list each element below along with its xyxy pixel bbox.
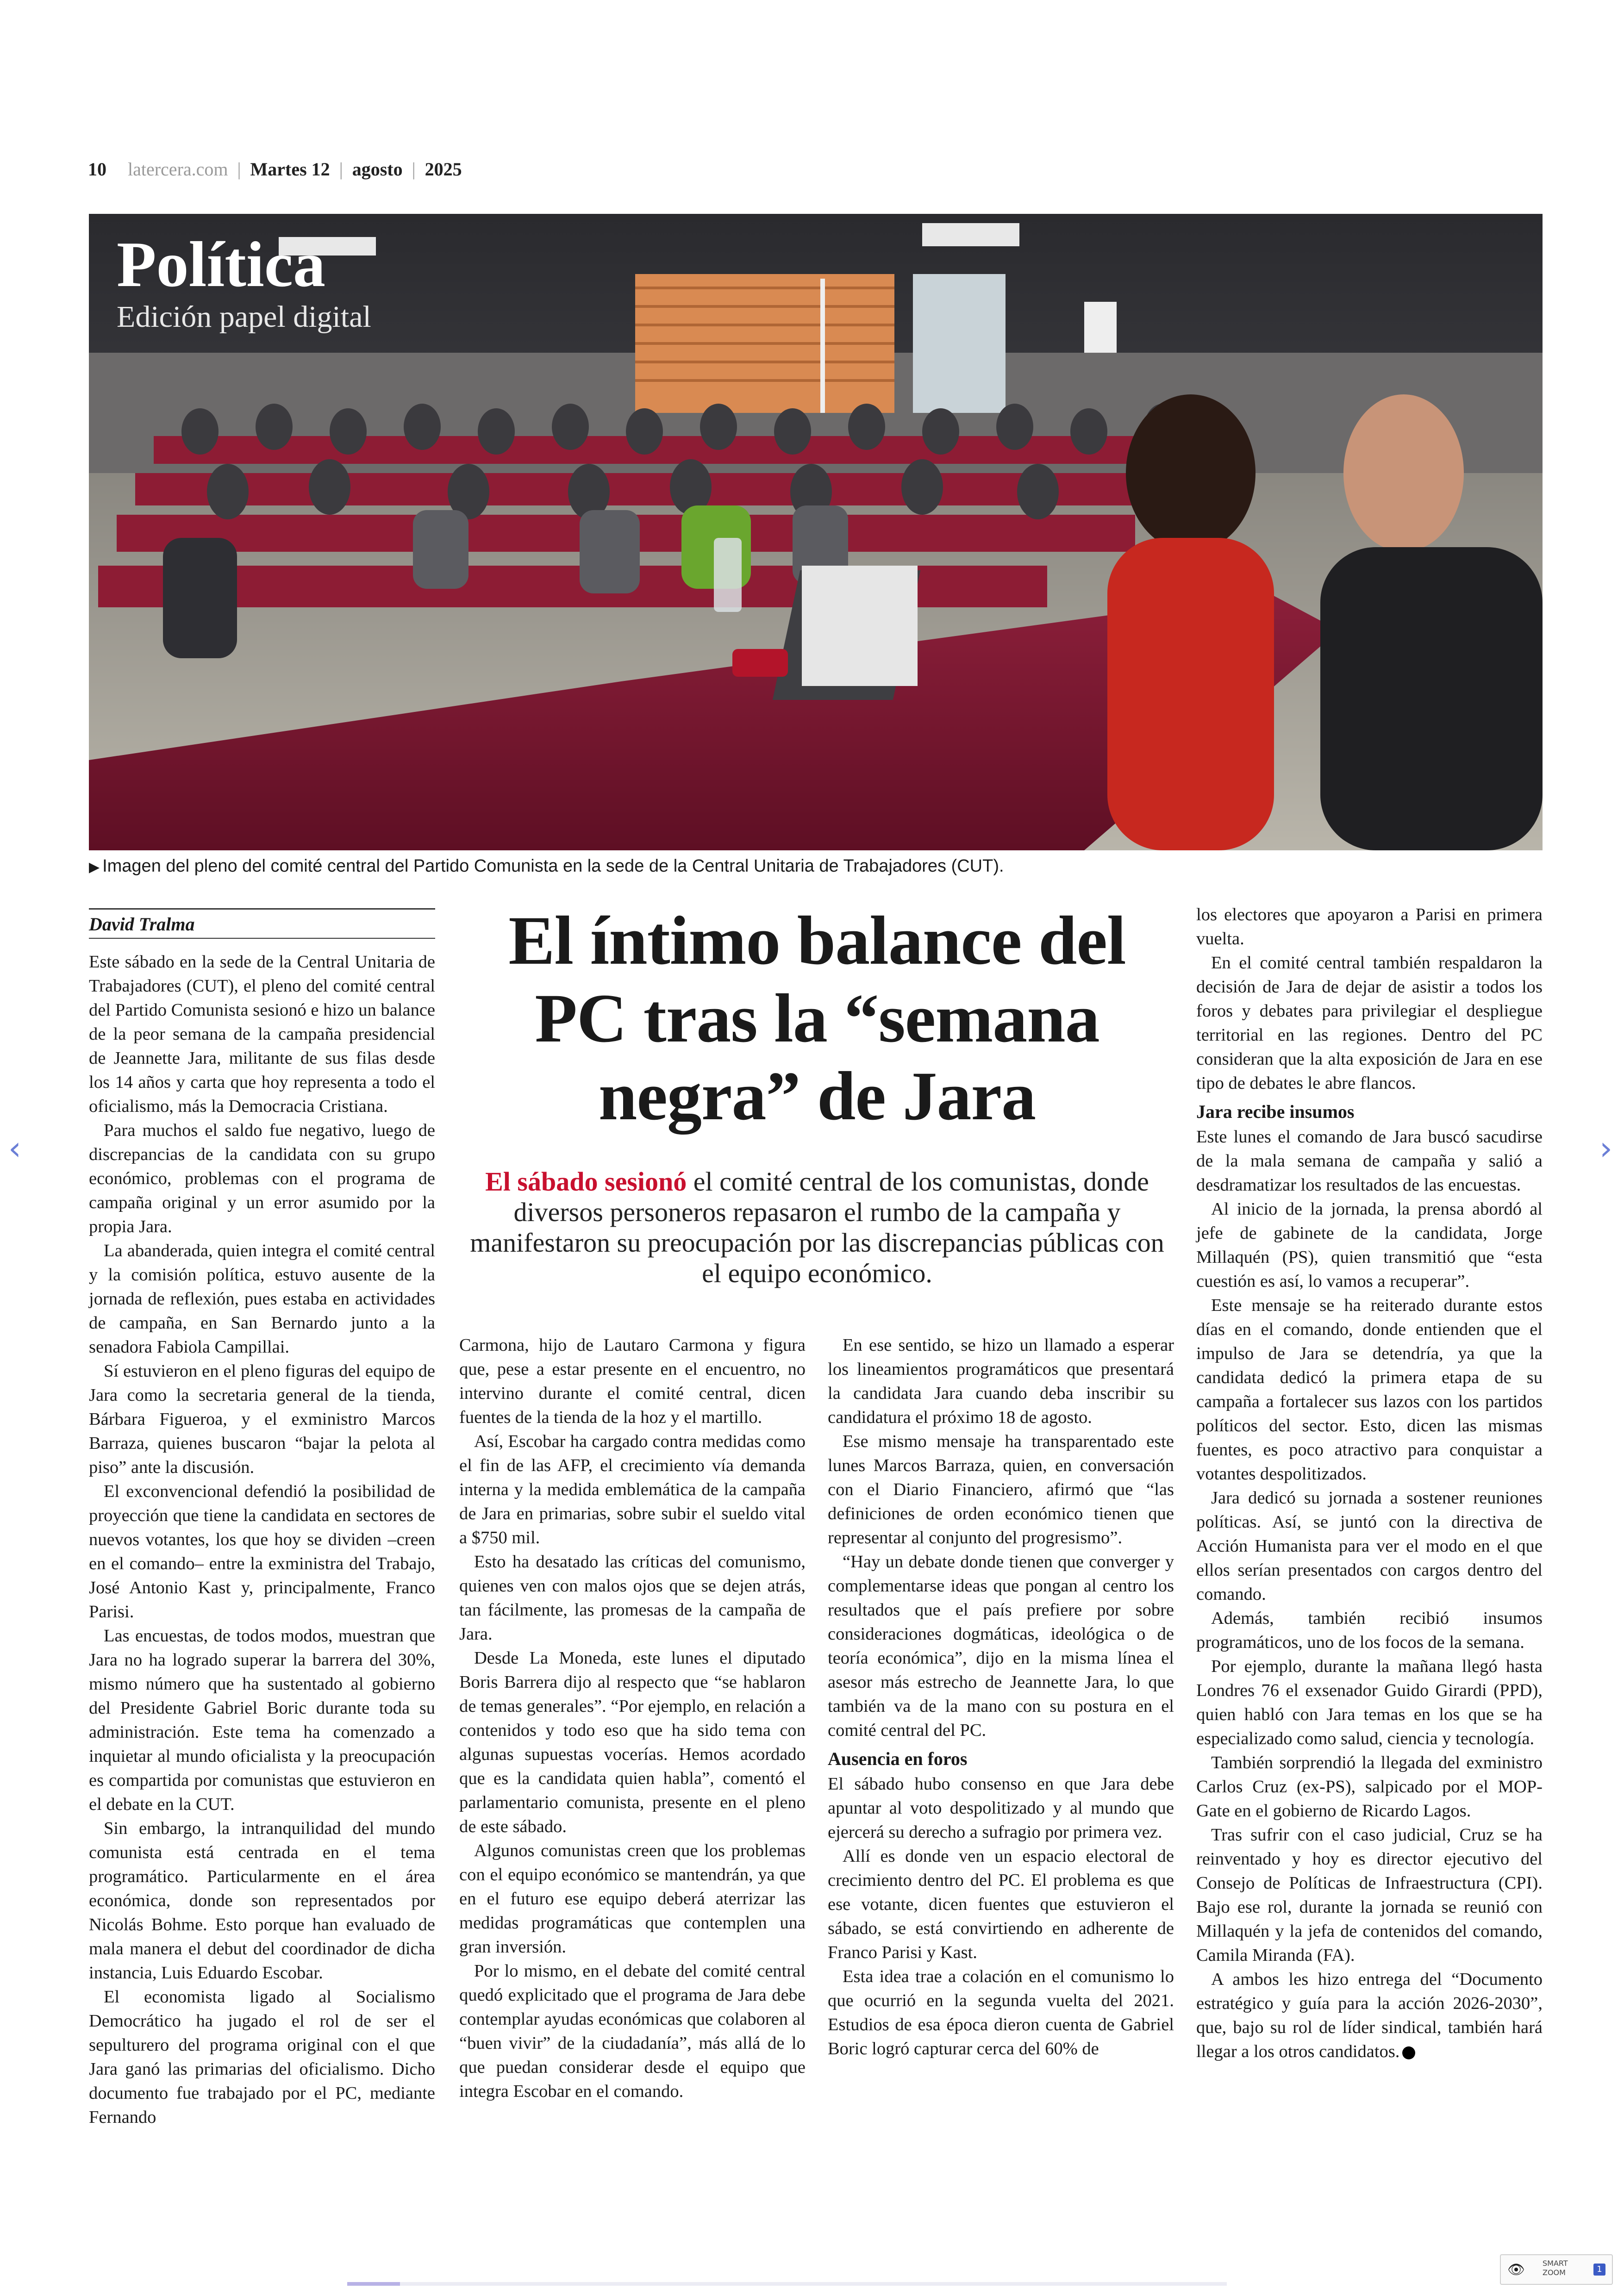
paragraph: Así, Escobar ha cargado contra medidas como el fin de las AFP, el crecimiento vía demanda interna y la medida emblemática de la campaña de Jara en primarias, sobre subir el sueldo vital a $750 mil. <box>459 1432 806 1547</box>
paragraph: Para muchos el saldo fue negativo, luego de discrepancias de la candidata con su grupo económico, problemas con el programa de campaña original y un error asumido por la propia Jara. <box>89 1121 435 1236</box>
article-photo <box>89 214 1543 850</box>
caption-text: Imagen del pleno del comité central del Partido Comunista en la sede de la Central Unitaria de Trabajadores (CUT). <box>102 856 1004 876</box>
article-column-1 <box>89 950 435 2129</box>
reader-progress-fill <box>347 2282 400 2286</box>
article-lead <box>463 1166 1171 1289</box>
paragraph: Esta idea trae a colación en el comunismo lo que ocurrió en la segunda vuelta del 2021. Estudios de esa época dieron cuenta de Gabriel Boric logró capturar cerca del 60% de <box>828 1967 1174 2058</box>
paragraph: La abanderada, quien integra el comité central y la comisión política, estuvo ausente de la jornada de reflexión, pues estaba en actividades de campaña, en San Bernardo junto a la senadora Fabiola Campillai. <box>89 1241 435 1357</box>
article-column-3 <box>828 1333 1174 2061</box>
byline: David Tralma <box>89 908 435 939</box>
reader-progress-track[interactable] <box>347 2282 1227 2286</box>
header-month: agosto <box>352 159 403 180</box>
paragraph: El sábado hubo consenso en que Jara debe apuntar al voto despolitizado y al mundo que ejercerá su derecho a sufragio por primera vez. <box>828 1774 1174 1842</box>
paragraph: los electores que apoyaron a Parisi en primera vuelta. <box>1196 905 1543 948</box>
next-page-arrow-icon[interactable]: › <box>1599 1129 1612 1167</box>
paragraph: El economista ligado al Socialismo Democrático ha jugado el rol de ser el sepulturero del programa original con el que Jara ganó las primarias del oficialismo. Dicho documento fue trabajado por el PC, mediante Fernando <box>89 1987 435 2127</box>
paragraph: En ese sentido, se hizo un llamado a esperar los lineamientos programáticos que presentará la candidata Jara cuando deba inscribir su candidatura el próximo 18 de agosto. <box>828 1335 1174 1427</box>
paragraph: Desde La Moneda, este lunes el diputado Boris Barrera dijo al respecto que “se hablaron de temas generales”. “Por ejemplo, en relación a contenidos y todo eso que ha sido tema con algunas supuestas vocerías. Hemos acordado que es la candidata quien habla”, comentó el parlamentario comunista, presente en el pleno de este sábado. <box>459 1648 806 1836</box>
header-year: 2025 <box>425 159 462 180</box>
paragraph: Este lunes el comando de Jara buscó sacudirse de la mala semana de campaña y salió a desdramatizar los resultados de las encuestas. <box>1196 1127 1543 1195</box>
paragraph: Sin embargo, la intranquilidad del mundo comunista está centrada en el tema programático. Particularmente en el área económica, donde son representados por Nicolás Bohme. Esto porque han evaluado de mala manera el debut del coordinador de dicha instancia, Luis Eduardo Escobar. <box>89 1819 435 1983</box>
eye-icon: 👁 <box>1507 2262 1525 2278</box>
paragraph: Las encuestas, de todos modos, muestran que Jara no ha logrado superar la barrera del 30%, mismo número que ha sustentado al gobierno del Presidente Gabriel Boric durante toda su administración. Este tema ha comenzado a inquietar al mundo oficialista y la preocupación es compartida por comunistas que estuvieron en el debate en la CUT. <box>89 1626 435 1814</box>
paragraph: Este sábado en la sede de la Central Unitaria de Trabajadores (CUT), el pleno del comité central del Partido Comunista sesionó e hizo un balance de la peor semana de la campaña presidencial de Jeannette Jara, militante de sus filas desde los 14 años y carta que hoy representa a todo el oficialismo, más la Democracia Cristiana. <box>89 952 435 1116</box>
article-headline: El íntimo balance del PC tras la “semana negra” de Jara <box>508 902 1126 1135</box>
header-separator: | <box>237 159 241 180</box>
header-day: Martes 12 <box>250 159 330 180</box>
section-title: Política <box>117 229 325 300</box>
paragraph: “Hay un debate donde tienen que converger y complementarse ideas que pongan al centro los resultados que el país prefiere por sobre consideraciones dogmáticas, ideológica o de teoría económica”, dijo en la misma línea el asesor más estrecho de Jeannette Jara, lo que también va de la mano con su postura en el comité central del PC. <box>828 1552 1174 1740</box>
paragraph-final: A ambos les hizo entrega del “Documento estratégico y guía para la acción 2026-2030”, que, bajo su rol de líder sindical, también hará llegar a los otros candidatos. <box>1196 1970 1543 2061</box>
article-column-4 <box>1196 903 1543 2064</box>
paragraph: Allí es donde ven un espacio electoral de crecimiento dentro del PC. El problema es que ese votante, dicen fuentes que estuvieron el sábado, se está convirtiendo en adherente de Franco Parisi y Kast. <box>828 1846 1174 1962</box>
paragraph: Por lo mismo, en el debate del comité central quedó explicitado que el programa de Jara debe contemplar ayudas económicas que colaboren al “buen vivir” de la ciudadanía”, más allá de lo que puedan considerar desde el equipo que integra Escobar en el comando. <box>459 1961 806 2101</box>
paragraph: Algunos comunistas creen que los problemas con el equipo económico se mantendrán, ya que en el futuro ese equipo deberá aterrizar las medidas programáticas que contemplen una gran inversión. <box>459 1841 806 1957</box>
paragraph: Esto ha desatado las críticas del comunismo, quienes ven con malos ojos que se dejen atrás, tan fácilmente, las promesas de la campaña de Jara. <box>459 1552 806 1644</box>
subhead-ausencia-en-foros: Ausencia en foros <box>828 1748 968 1769</box>
paragraph: Este mensaje se ha reiterado durante estos días en el comando, donde entienden que el impulso de Jara se detendría, ya que la candidata dedicó la primera etapa de su campaña a fortalecer sus lazos con los partidos políticos del sector. Esto, dicen las mismas fuentes, es poco atractivo para conquistar a votantes despolitizados. <box>1196 1296 1543 1484</box>
paragraph: Por ejemplo, durante la mañana llegó hasta Londres 76 el exsenador Guido Girardi (PPD), quien habló con Jara temas en los que se ha especializado como salud, ciencia y tecnología. <box>1196 1657 1543 1748</box>
end-mark-icon <box>1402 2046 1415 2059</box>
smart-zoom-button[interactable] <box>1500 2254 1613 2285</box>
article-column-2 <box>459 1333 806 2103</box>
lead-text: el comité central de los comunistas, donde diversos personeros repasaron el rumbo de la campaña y manifestaron su preocupación por las discrepancias públicas con el equipo económico. <box>470 1166 1164 1288</box>
lead-highlight: El sábado sesionó <box>485 1166 687 1197</box>
paragraph: Jara dedicó su jornada a sostener reuniones políticas. Así, se juntó con la directiva de Acción Humanista para ver el modo en el que ellos serían presentados con cargos dentro del comando. <box>1196 1488 1543 1604</box>
paragraph: En el comité central también respaldaron la decisión de Jara de dejar de asistir a todos los foros y debates para privilegiar el despliegue territorial en las regiones. Dentro del PC consideran que la alta exposición de Jara en ese tipo de debates le abre flancos. <box>1196 953 1543 1093</box>
photo-caption <box>89 856 1004 876</box>
paragraph: Al inicio de la jornada, la prensa abordó al jefe de gabinete de la candidata, Jorge Millaquén (PS), quien transmitió que “esta cuestión es así, lo vamos a recuperar”. <box>1196 1199 1543 1291</box>
previous-page-arrow-icon[interactable]: ‹ <box>8 1129 21 1167</box>
page-header: 10 latercera.com | Martes 12 | agosto | 2025 <box>88 159 462 180</box>
paragraph: Tras sufrir con el caso judicial, Cruz se ha reinventado y hoy es director ejecutivo del Consejo de Políticas de Infraestructura (CPI). Bajo ese rol, durante la jornada se reunió con Millaquén y la jefa de contenidos del comando, Camila Miranda (FA). <box>1196 1825 1543 1965</box>
paragraph: Sí estuvieron en el pleno figuras del equipo de Jara como la secretaria general de la tienda, Bárbara Figueroa, y el exministro Marcos Barraza, quienes buscaron “bajar la pelota al piso” ante la discusión. <box>89 1361 435 1477</box>
section-subtitle: Edición papel digital <box>117 300 371 334</box>
smart-zoom-label: SMART ZOOM <box>1543 2259 1568 2277</box>
caption-triangle-icon: ▶ <box>89 860 100 875</box>
site-name: latercera.com <box>128 159 228 180</box>
paragraph: Carmona, hijo de Lautaro Carmona y figura que, pese a estar presente en el encuentro, no intervino durante el comité central, dicen fuentes de la tienda de la hoz y el martillo. <box>459 1335 806 1427</box>
subhead-jara-recibe-insumos: Jara recibe insumos <box>1196 1101 1355 1122</box>
paragraph: También sorprendió la llegada del exministro Carlos Cruz (ex-PS), salpicado por el MOP-Gate en el gobierno de Ricardo Lagos. <box>1196 1753 1543 1821</box>
paragraph: El exconvencional defendió la posibilidad de proyección que tiene la candidata en sectores de nuevos votantes, los que hoy se dividen –creen en el comando– entre la exministra del Trabajo, José Antonio Kast y, principalmente, Franco Parisi. <box>89 1482 435 1621</box>
paragraph: Además, también recibió insumos programáticos, uno de los focos de la semana. <box>1196 1609 1543 1652</box>
page-number: 10 <box>88 159 106 180</box>
paragraph: Ese mismo mensaje ha transparentado este lunes Marcos Barraza, quien, en conversación con el Diario Financiero, afirmó que “las definiciones de orden económico tienen que representar al conjunto del progresismo”. <box>828 1432 1174 1547</box>
zoom-page-badge: 1 <box>1593 2264 1605 2276</box>
